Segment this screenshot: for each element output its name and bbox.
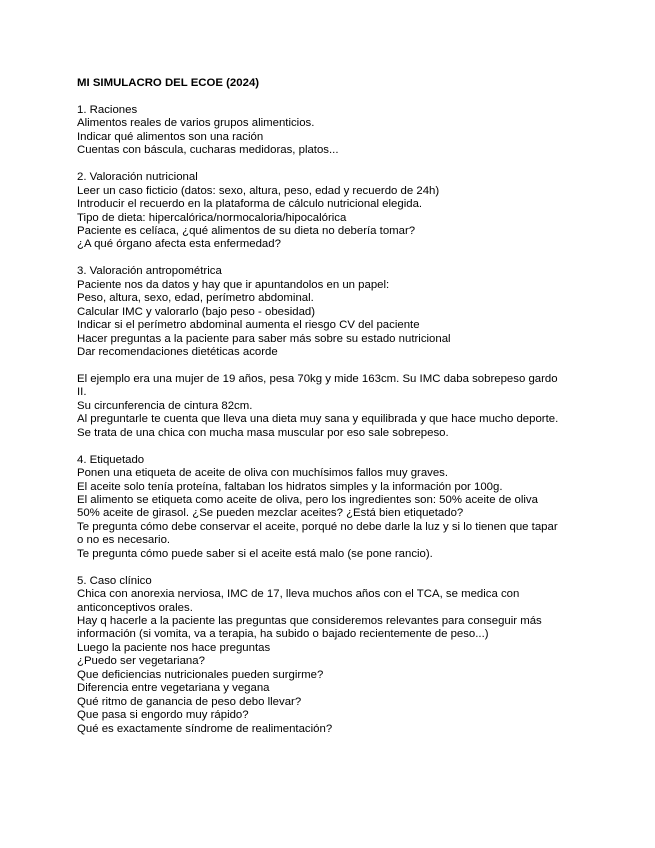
text-line: 50% aceite de girasol. ¿Se pueden mezclar aceites? ¿Está bien etiquetado? bbox=[77, 507, 464, 520]
section-raciones bbox=[77, 104, 577, 158]
document-title: MI SIMULACRO DEL ECOE (2024) bbox=[77, 77, 260, 89]
text-line: Paciente nos da datos y hay que ir apuntandolos en un papel: bbox=[77, 278, 390, 291]
text-line: o no es necesario. bbox=[77, 534, 171, 547]
text-line: Chica con anorexia nerviosa, IMC de 17, lleva muchos años con el TCA, se medica con bbox=[77, 588, 520, 601]
text-line: El alimento se etiqueta como aceite de oliva, pero los ingredientes son: 50% aceite de oliva bbox=[77, 493, 538, 506]
document-body bbox=[77, 77, 577, 750]
text-line: Qué es exactamente síndrome de realimentación? bbox=[77, 722, 333, 735]
text-line: II. bbox=[77, 386, 87, 399]
text-line: Hay q hacerle a la paciente las preguntas que consideremos relevantes para conseguir más bbox=[77, 615, 542, 628]
text-line: Te pregunta cómo puede saber si el aceite está malo (se pone rancio). bbox=[77, 547, 433, 560]
text-line: Indicar si el perímetro abdominal aumenta el riesgo CV del paciente bbox=[77, 319, 420, 332]
text-line: Introducir el recuerdo en la plataforma de cálculo nutricional elegida. bbox=[77, 198, 423, 211]
section-valoracion-nutricional bbox=[77, 171, 577, 252]
text-line: ¿A qué órgano afecta esta enfermedad? bbox=[77, 238, 281, 251]
text-line: Que deficiencias nutricionales pueden surgirme? bbox=[77, 668, 324, 681]
section-heading: 2. Valoración nutricional bbox=[77, 171, 198, 184]
text-line: Peso, altura, sexo, edad, perímetro abdominal. bbox=[77, 292, 314, 305]
text-line: Alimentos reales de varios grupos alimenticios. bbox=[77, 117, 315, 130]
text-line: Se trata de una chica con mucha masa muscular por eso sale sobrepeso. bbox=[77, 426, 449, 439]
text-line: ¿Puedo ser vegetariana? bbox=[77, 655, 205, 668]
section-ejemplo bbox=[77, 373, 577, 440]
text-line: Al preguntarle te cuenta que lleva una dieta muy sana y equilibrada y que hace mucho deporte. bbox=[77, 413, 559, 426]
section-heading: 5. Caso clínico bbox=[77, 574, 152, 587]
section-heading: 3. Valoración antropométrica bbox=[77, 265, 222, 278]
text-line: Su circunferencia de cintura 82cm. bbox=[77, 399, 253, 412]
text-line: Que pasa si engordo muy rápido? bbox=[77, 709, 249, 722]
text-line: Paciente es celíaca, ¿qué alimentos de su dieta no debería tomar? bbox=[77, 224, 416, 237]
text-line: Qué ritmo de ganancia de peso debo llevar? bbox=[77, 695, 302, 708]
text-line: Ponen una etiqueta de aceite de oliva con muchísimos fallos muy graves. bbox=[77, 467, 449, 480]
section-caso-clinico bbox=[77, 575, 577, 736]
text-line: Leer un caso ficticio (datos: sexo, altura, peso, edad y recuerdo de 24h) bbox=[77, 184, 440, 197]
text-line: Dar recomendaciones dietéticas acorde bbox=[77, 346, 278, 359]
section-etiquetado bbox=[77, 454, 577, 562]
text-line: información (si vomita, va a terapia, ha subido o bajado recientemente de peso...) bbox=[77, 628, 489, 641]
text-line: Indicar qué alimentos son una ración bbox=[77, 130, 264, 143]
section-valoracion-antropometrica bbox=[77, 265, 577, 359]
text-line: Hacer preguntas a la paciente para saber más sobre su estado nutricional bbox=[77, 332, 451, 345]
text-line: El ejemplo era una mujer de 19 años, pesa 70kg y mide 163cm. Su IMC daba sobrepeso gardo bbox=[77, 372, 558, 385]
text-line: Luego la paciente nos hace preguntas bbox=[77, 641, 271, 654]
text-line: Diferencia entre vegetariana y vegana bbox=[77, 682, 270, 695]
text-line: Te pregunta cómo debe conservar el aceite, porqué no debe darle la luz y si lo tienen que tapar bbox=[77, 520, 558, 533]
text-line: Cuentas con báscula, cucharas medidoras, platos... bbox=[77, 144, 339, 157]
text-line: anticonceptivos orales. bbox=[77, 601, 193, 614]
text-line: Calcular IMC y valorarlo (bajo peso - obesidad) bbox=[77, 305, 316, 318]
text-line: El aceite solo tenía proteína, faltaban los hidratos simples y la información por 100g. bbox=[77, 480, 503, 493]
section-heading: 4. Etiquetado bbox=[77, 453, 145, 466]
section-heading: 1. Raciones bbox=[77, 103, 138, 116]
text-line: Tipo de dieta: hipercalórica/normocaloria/hipocalórica bbox=[77, 211, 347, 224]
